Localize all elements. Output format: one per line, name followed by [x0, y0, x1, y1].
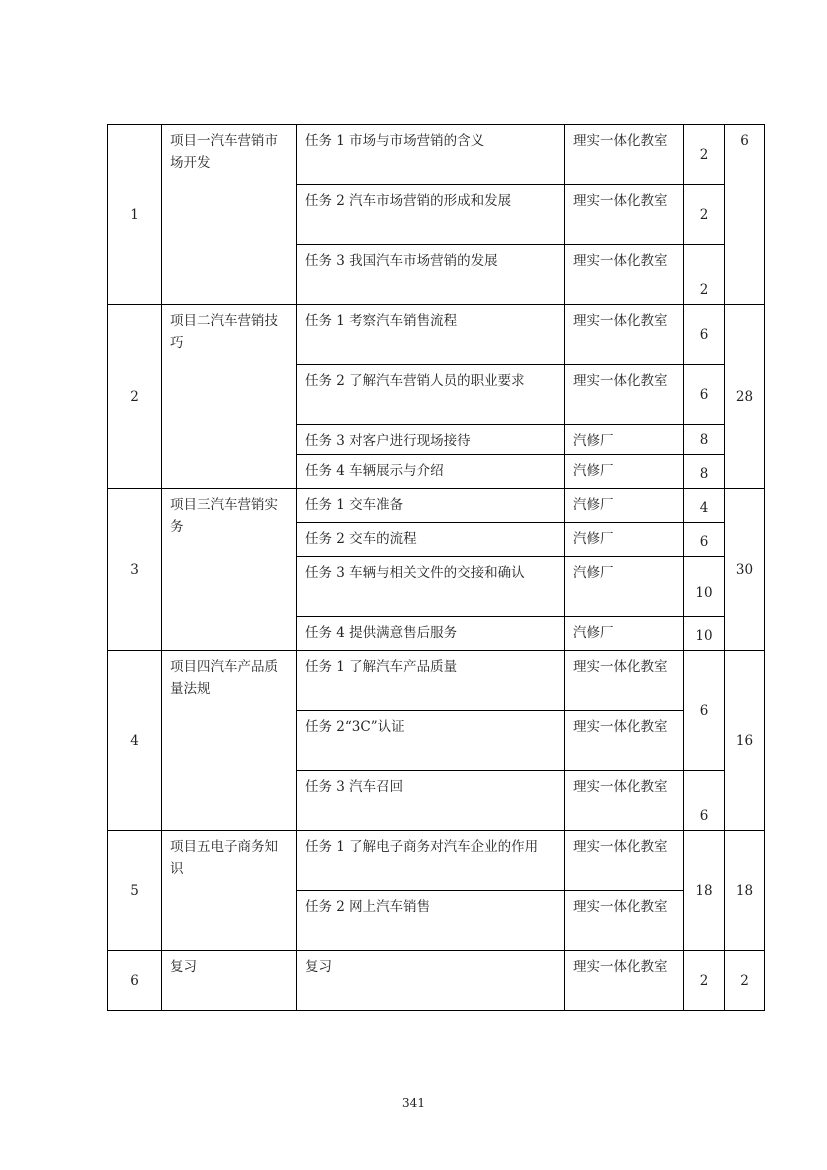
- task-place: 理实一体化教室: [565, 125, 684, 185]
- task-name: 任务 3 对客户进行现场接待: [297, 425, 565, 455]
- table-row: [108, 125, 765, 185]
- task-hours: 4: [684, 489, 725, 523]
- project-total-hours: 30: [725, 489, 765, 651]
- task-place: 理实一体化教室: [565, 185, 684, 245]
- row-number: 4: [108, 651, 162, 831]
- table-row: [108, 651, 765, 711]
- table-row: [108, 831, 765, 891]
- task-hours: 6: [684, 365, 725, 425]
- row-number: 2: [108, 305, 162, 489]
- project-total-hours: 28: [725, 305, 765, 489]
- task-name: 任务 4 提供满意售后服务: [297, 617, 565, 651]
- table-row: [108, 951, 765, 1011]
- project-name: 项目三汽车营销实务: [162, 489, 297, 651]
- task-name: 任务 2 网上汽车销售: [297, 891, 565, 951]
- task-hours: 10: [684, 617, 725, 651]
- course-schedule-table: [107, 124, 765, 1011]
- row-number: 1: [108, 125, 162, 305]
- project-total-hours: 2: [725, 951, 765, 1011]
- task-hours: 2: [684, 185, 725, 245]
- task-place: 理实一体化教室: [565, 891, 684, 951]
- task-place: 理实一体化教室: [565, 365, 684, 425]
- project-name: 项目二汽车营销技巧: [162, 305, 297, 489]
- project-total-hours: 6: [725, 125, 765, 305]
- task-name: 任务 3 车辆与相关文件的交接和确认: [297, 557, 565, 617]
- task-place: 理实一体化教室: [565, 771, 684, 831]
- task-hours: 8: [684, 455, 725, 489]
- task-hours: 6: [684, 305, 725, 365]
- task-hours: 2: [684, 951, 725, 1011]
- project-name: 项目四汽车产品质量法规: [162, 651, 297, 831]
- task-hours: 6: [684, 651, 725, 771]
- task-hours: 18: [684, 831, 725, 951]
- task-place: 理实一体化教室: [565, 831, 684, 891]
- project-name: 项目一汽车营销市场开发: [162, 125, 297, 305]
- task-name: 任务 1 了解汽车产品质量: [297, 651, 565, 711]
- task-hours: 6: [684, 523, 725, 557]
- task-hours: 6: [684, 771, 725, 831]
- task-hours: 8: [684, 425, 725, 455]
- task-name: 任务 1 考察汽车销售流程: [297, 305, 565, 365]
- task-name: 任务 4 车辆展示与介绍: [297, 455, 565, 489]
- row-number: 6: [108, 951, 162, 1011]
- task-name: 任务 2“3C”认证: [297, 711, 565, 771]
- task-place: 汽修厂: [565, 489, 684, 523]
- task-name: 任务 2 了解汽车营销人员的职业要求: [297, 365, 565, 425]
- task-place: 理实一体化教室: [565, 951, 684, 1011]
- task-name: 任务 2 汽车市场营销的形成和发展: [297, 185, 565, 245]
- task-place: 汽修厂: [565, 557, 684, 617]
- task-place: 理实一体化教室: [565, 711, 684, 771]
- task-name: 任务 1 了解电子商务对汽车企业的作用: [297, 831, 565, 891]
- task-place: 汽修厂: [565, 523, 684, 557]
- table-row: [108, 305, 765, 365]
- task-name: 任务 2 交车的流程: [297, 523, 565, 557]
- task-hours: 2: [684, 125, 725, 185]
- task-place: 理实一体化教室: [565, 245, 684, 305]
- page-number: 341: [402, 1096, 425, 1110]
- project-total-hours: 18: [725, 831, 765, 951]
- row-number: 5: [108, 831, 162, 951]
- task-name: 任务 1 交车准备: [297, 489, 565, 523]
- task-name: 任务 3 我国汽车市场营销的发展: [297, 245, 565, 305]
- row-number: 3: [108, 489, 162, 651]
- task-place: 理实一体化教室: [565, 651, 684, 711]
- table-row: [108, 489, 765, 523]
- task-place: 理实一体化教室: [565, 305, 684, 365]
- task-place: 汽修厂: [565, 455, 684, 489]
- task-place: 汽修厂: [565, 425, 684, 455]
- project-total-hours: 16: [725, 651, 765, 831]
- project-name: 复习: [162, 951, 297, 1011]
- project-name: 项目五电子商务知识: [162, 831, 297, 951]
- task-name: 任务 3 汽车召回: [297, 771, 565, 831]
- task-hours: 10: [684, 557, 725, 617]
- task-name: 任务 1 市场与市场营销的含义: [297, 125, 565, 185]
- task-place: 汽修厂: [565, 617, 684, 651]
- task-name: 复习: [297, 951, 565, 1011]
- task-hours: 2: [684, 245, 725, 305]
